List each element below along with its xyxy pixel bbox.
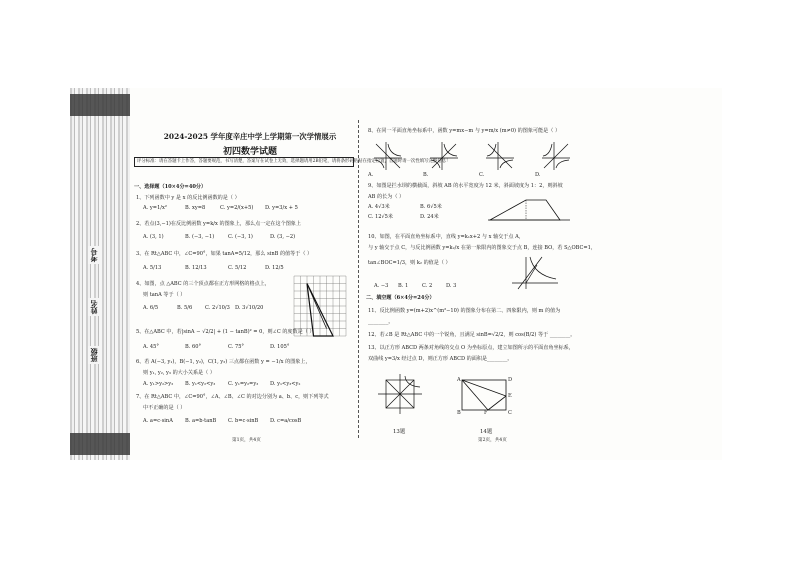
q2-option-a: A. (3, 1): [143, 234, 164, 240]
q8-option-d: D.: [535, 172, 541, 178]
q3-option-b: B. 12/13: [185, 265, 207, 271]
q3-option-c: C. 5/12: [228, 265, 247, 271]
q1-option-b: B. xy=8: [185, 205, 206, 211]
question-7: 7、在 Rt△ABC 中，∠C=90°，∠A、∠B、∠C 的对边分别为 a、b、c，则下列等式: [136, 394, 329, 400]
q7-option-b: B. a=b·tanB: [185, 418, 217, 424]
q6-option-c: C. y₁=y₂=y₃: [228, 381, 259, 387]
q2-option-b: B. (−3, −1): [185, 234, 215, 240]
question-1: 1、下列函数中 y 是 x 的反比例函数的是（ ）: [136, 195, 240, 201]
question-4-cont: 则 tanA 等于（ ）: [143, 292, 186, 298]
question-10-cont: 与 y 轴交于点 C，与反比例函数 y=k₂/x 在第一象限内的图象交于点 B，连接 BO，若 S△OBC=1，: [368, 245, 596, 251]
q8-option-a: A.: [368, 172, 374, 178]
q4-option-a: A. 6/5: [143, 305, 159, 311]
q10-option-a: A. −3: [374, 283, 389, 289]
question-12: 12、若∠B 是 Rt△ABC 中的一个锐角，且满足 sinB=√2/2，则 cos(B/2) 等于 ________。: [368, 332, 576, 338]
q10-option-b: B. 1: [398, 283, 409, 289]
exam-number-label: 考号: [89, 248, 98, 262]
binding-band: [70, 433, 130, 455]
question-7-cont: 中不正确的是（ ）: [143, 405, 186, 411]
binding-strip: [70, 88, 130, 460]
q9-dam-figure: [488, 196, 570, 222]
class-label: 班级: [89, 348, 98, 362]
q7-option-a: A. a=c·sinA: [143, 418, 173, 424]
question-2: 2、若点(3,−1)在反比例函数 y=k/x 的图象上，那么点一定在这个图象上: [136, 221, 301, 227]
page-footer-left: 第1页，共4页: [232, 438, 261, 443]
section-fill-heading: 二、填空题（6×4分=24分）: [366, 295, 435, 301]
question-8: 8、在同一平面直角坐标系中，函数 y=mx−m 与 y=m/x (m≠0) 的图象可能是（ ）: [368, 128, 561, 134]
figure-14-caption: 14题: [480, 429, 493, 435]
exam-subtitle: 初四数学试题: [222, 147, 277, 157]
q6-option-d: D. y₁<y₃<y₂: [270, 381, 301, 387]
q4-option-c: C. 2√10/3: [205, 305, 230, 311]
q1-option-d: D. y=3/x + 5: [265, 205, 298, 211]
q6-option-b: B. y₁<y₂<y₃: [185, 381, 216, 387]
question-10-cont2: tan∠BOC=1/3，则 k₂ 的值是（ ）: [368, 260, 451, 266]
q2-option-d: D. (3, −2): [270, 234, 296, 240]
fig14-label-b: B: [457, 410, 461, 416]
q3-option-a: A. 5/13: [143, 265, 162, 271]
q10-option-d: D. 3: [446, 283, 457, 289]
question-9: 9、如图是拦水坝的横截面，斜坡 AB 的水平宽度为 12 米，斜面坡度为 1：2，则斜坡: [368, 183, 563, 189]
question-6: 6、若 A(−3, y₁)，B(−1, y₂)，C(1, y₃) 三点都在函数 y = −1/x 的图象上，: [136, 359, 311, 365]
question-10: 10、如图，在平面直角坐标系中，直线 y=k₁x+2 与 x 轴交于点 A，: [368, 234, 524, 240]
name-label: 姓名: [89, 300, 98, 314]
question-13-cont: 双曲线 y=3/x 经过点 D，则正方形 ABCD 的面积是________。: [368, 356, 513, 362]
q5-option-d: D. 105°: [270, 344, 290, 350]
question-4: 4、如图，点 △ABC 的三个顶点都在正方形网格的格点上，: [136, 281, 270, 287]
question-9-cont: AB 的长为（ ）: [368, 194, 405, 200]
q10-coordinate-figure: [512, 255, 558, 289]
page-footer-right: 第2页，共4页: [478, 438, 507, 443]
q1-option-a: A. y=1/x²: [143, 205, 167, 211]
question-13: 13、以正方形 ABCD 两条对角线的交点 O 为坐标原点，建立如图所示的平面直角坐标系，: [368, 345, 574, 351]
q7-option-c: C. b=c·sinB: [228, 418, 259, 424]
q9-option-c: C. 12√5米: [368, 214, 394, 220]
fig14-label-c: C: [508, 410, 512, 416]
q13-square-figure: [378, 374, 422, 414]
q8-option-b: B.: [423, 172, 429, 178]
question-11: 11、反比例函数 y=(m+2)x^(m²−10) 的图象分布在第二、四象限内，则 m 的值为: [368, 308, 561, 314]
fig14-label-e: E: [508, 393, 512, 399]
q9-option-d: D. 24米: [420, 214, 439, 220]
q9-option-a: A. 4√3米: [368, 204, 390, 210]
fig14-label-a: A: [457, 377, 461, 383]
q10-option-c: C. 2: [422, 283, 433, 289]
binding-band: [70, 94, 130, 116]
exam-title: 2024-2025 学年度辛庄中学上学期第一次学情展示: [163, 132, 337, 141]
q5-option-a: A. 45°: [143, 344, 159, 350]
page-divider: [358, 120, 359, 438]
q5-option-c: C. 75°: [228, 344, 244, 350]
fig14-label-d: D: [508, 377, 513, 383]
question-3: 3、在 Rt△ABC 中，∠C=90°，如果 tanA=5/12，那么 sinB 的值等于（ ）: [136, 251, 313, 257]
q3-option-d: D. 12/5: [265, 265, 284, 271]
question-11-cont: ________。: [368, 319, 394, 325]
q4-option-d: D. 3√10/20: [235, 305, 264, 311]
section-choice-heading: 一、选择题（10×4分=40分）: [134, 184, 207, 190]
q6-option-a: A. y₁>y₂>y₃: [143, 381, 174, 387]
q7-option-d: D. c=a/cosB: [270, 418, 302, 424]
q4-grid-figure: [294, 276, 346, 336]
q5-option-b: B. 60°: [185, 344, 202, 350]
question-5: 5、在△ABC 中，若|sinA − √2/2| + (1 − tanB)² = 0，则∠C 的度数是（ ）: [136, 329, 315, 335]
fig14-label-f: F: [484, 410, 488, 416]
figure-13-caption: 13题: [393, 429, 406, 435]
q2-option-c: C. (−3, 1): [228, 234, 253, 240]
question-6-cont: 则 y₁, y₂, y₃ 的大小关系是（ ）: [143, 370, 215, 376]
q1-option-c: C. y=2/(x+5): [220, 205, 254, 211]
scoring-notice: 评分标准：请在答题卡上作答，答题要规范，书写清楚，答案写在试卷上无效，选择题请用2B铅笔，请将条形码粘贴在指定位置，答题时请一次性填写完整信息！: [134, 157, 354, 167]
q9-option-b: B. 6√5米: [420, 204, 442, 210]
q8-graphs: [372, 140, 582, 170]
q8-option-c: C.: [479, 172, 485, 178]
q4-option-b: B. 5/6: [177, 305, 193, 311]
q14-rectangle-figure: [456, 374, 516, 414]
